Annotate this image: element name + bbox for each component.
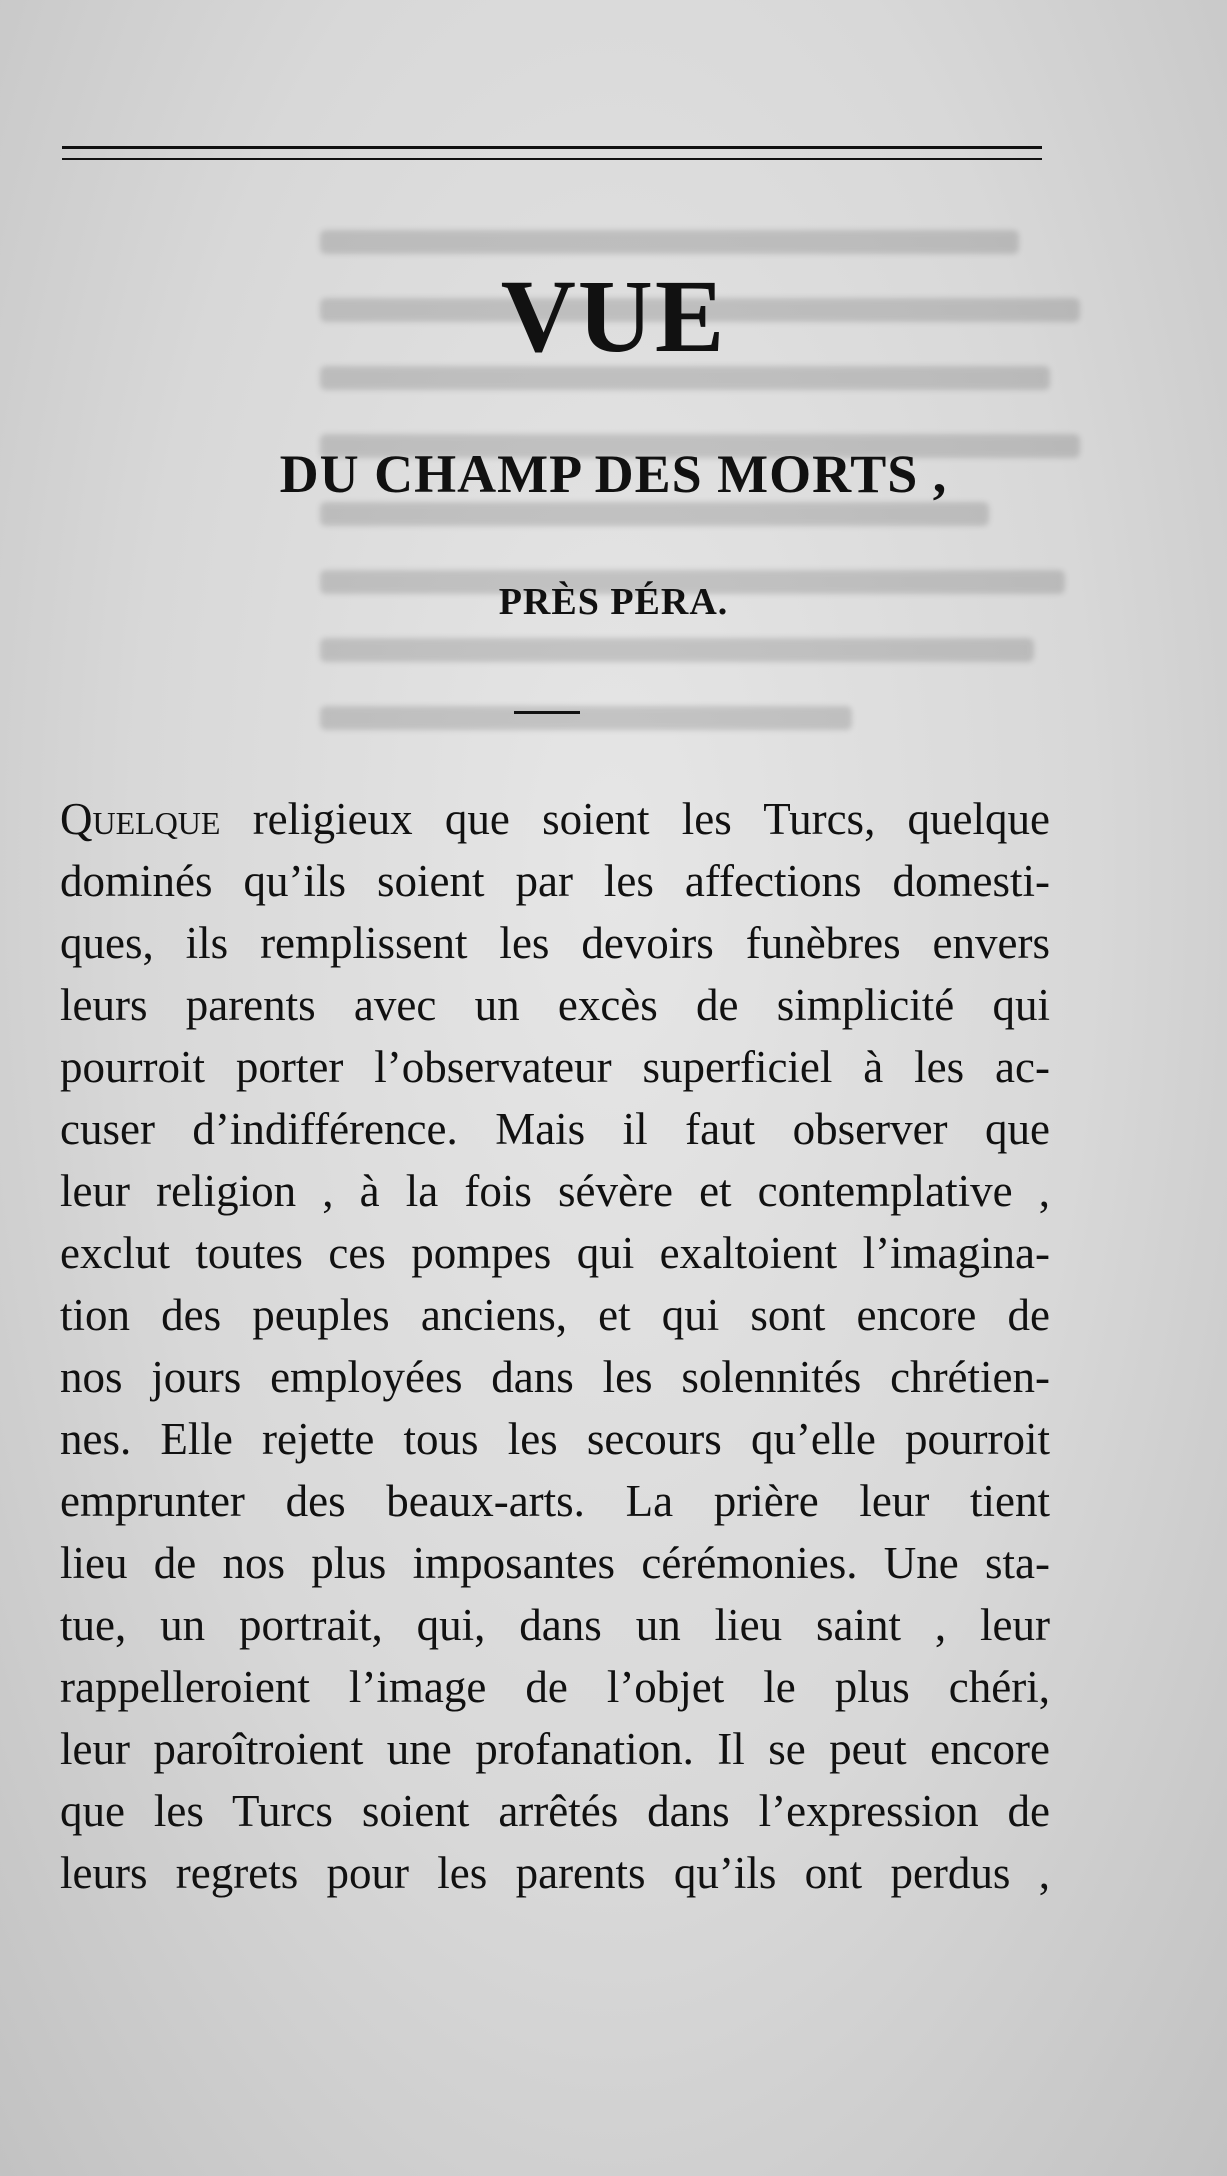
text-line: tue, un portrait, qui, dans un lieu saint , leur [60,1600,1050,1650]
text-line: leurs regrets pour les parents qu’ils ont perdus , [60,1848,1050,1898]
header-rule-thin [62,158,1042,160]
text-line: nes. Elle rejette tous les secours qu’elle pourroit [60,1414,1050,1464]
text-line: pourroit porter l’observateur superficiel à les ac- [60,1042,1050,1092]
page-title: VUE [500,259,727,374]
opening-word: Quelque [60,794,221,844]
text-line: ques, ils remplissent les devoirs funèbres envers [60,918,1050,968]
body-paragraph [60,788,1050,1904]
text-line: rappelleroient l’image de l’objet le plus chéri, [60,1662,1050,1712]
text-line: leurs parents avec un excès de simplicité qui [60,980,1050,1030]
text-line: lieu de nos plus imposantes cérémonies. Une sta- [60,1538,1050,1588]
text-line: dominés qu’ils soient par les affections domesti- [60,856,1050,906]
section-divider [514,711,580,714]
text-line: leur religion , à la fois sévère et contemplative , [60,1166,1050,1216]
text-line: que les Turcs soient arrêtés dans l’expression de [60,1786,1050,1836]
page-subtitle: DU CHAMP DES MORTS , [279,444,948,504]
text-line [60,788,1050,850]
text-line-content: religieux que soient les Turcs, quelque [220,794,1050,844]
text-line: nos jours employées dans les solennités chrétien- [60,1352,1050,1402]
page-place-heading: PRÈS PÉRA. [498,581,729,623]
text-line: tion des peuples anciens, et qui sont encore de [60,1290,1050,1340]
text-line: cuser d’indifférence. Mais il faut observer que [60,1104,1050,1154]
header-rule [62,146,1042,149]
text-line: exclut toutes ces pompes qui exaltoient l’imagina- [60,1228,1050,1278]
text-line: leur paroîtroient une profanation. Il se peut encore [60,1724,1050,1774]
text-line: emprunter des beaux-arts. La prière leur tient [60,1476,1050,1526]
